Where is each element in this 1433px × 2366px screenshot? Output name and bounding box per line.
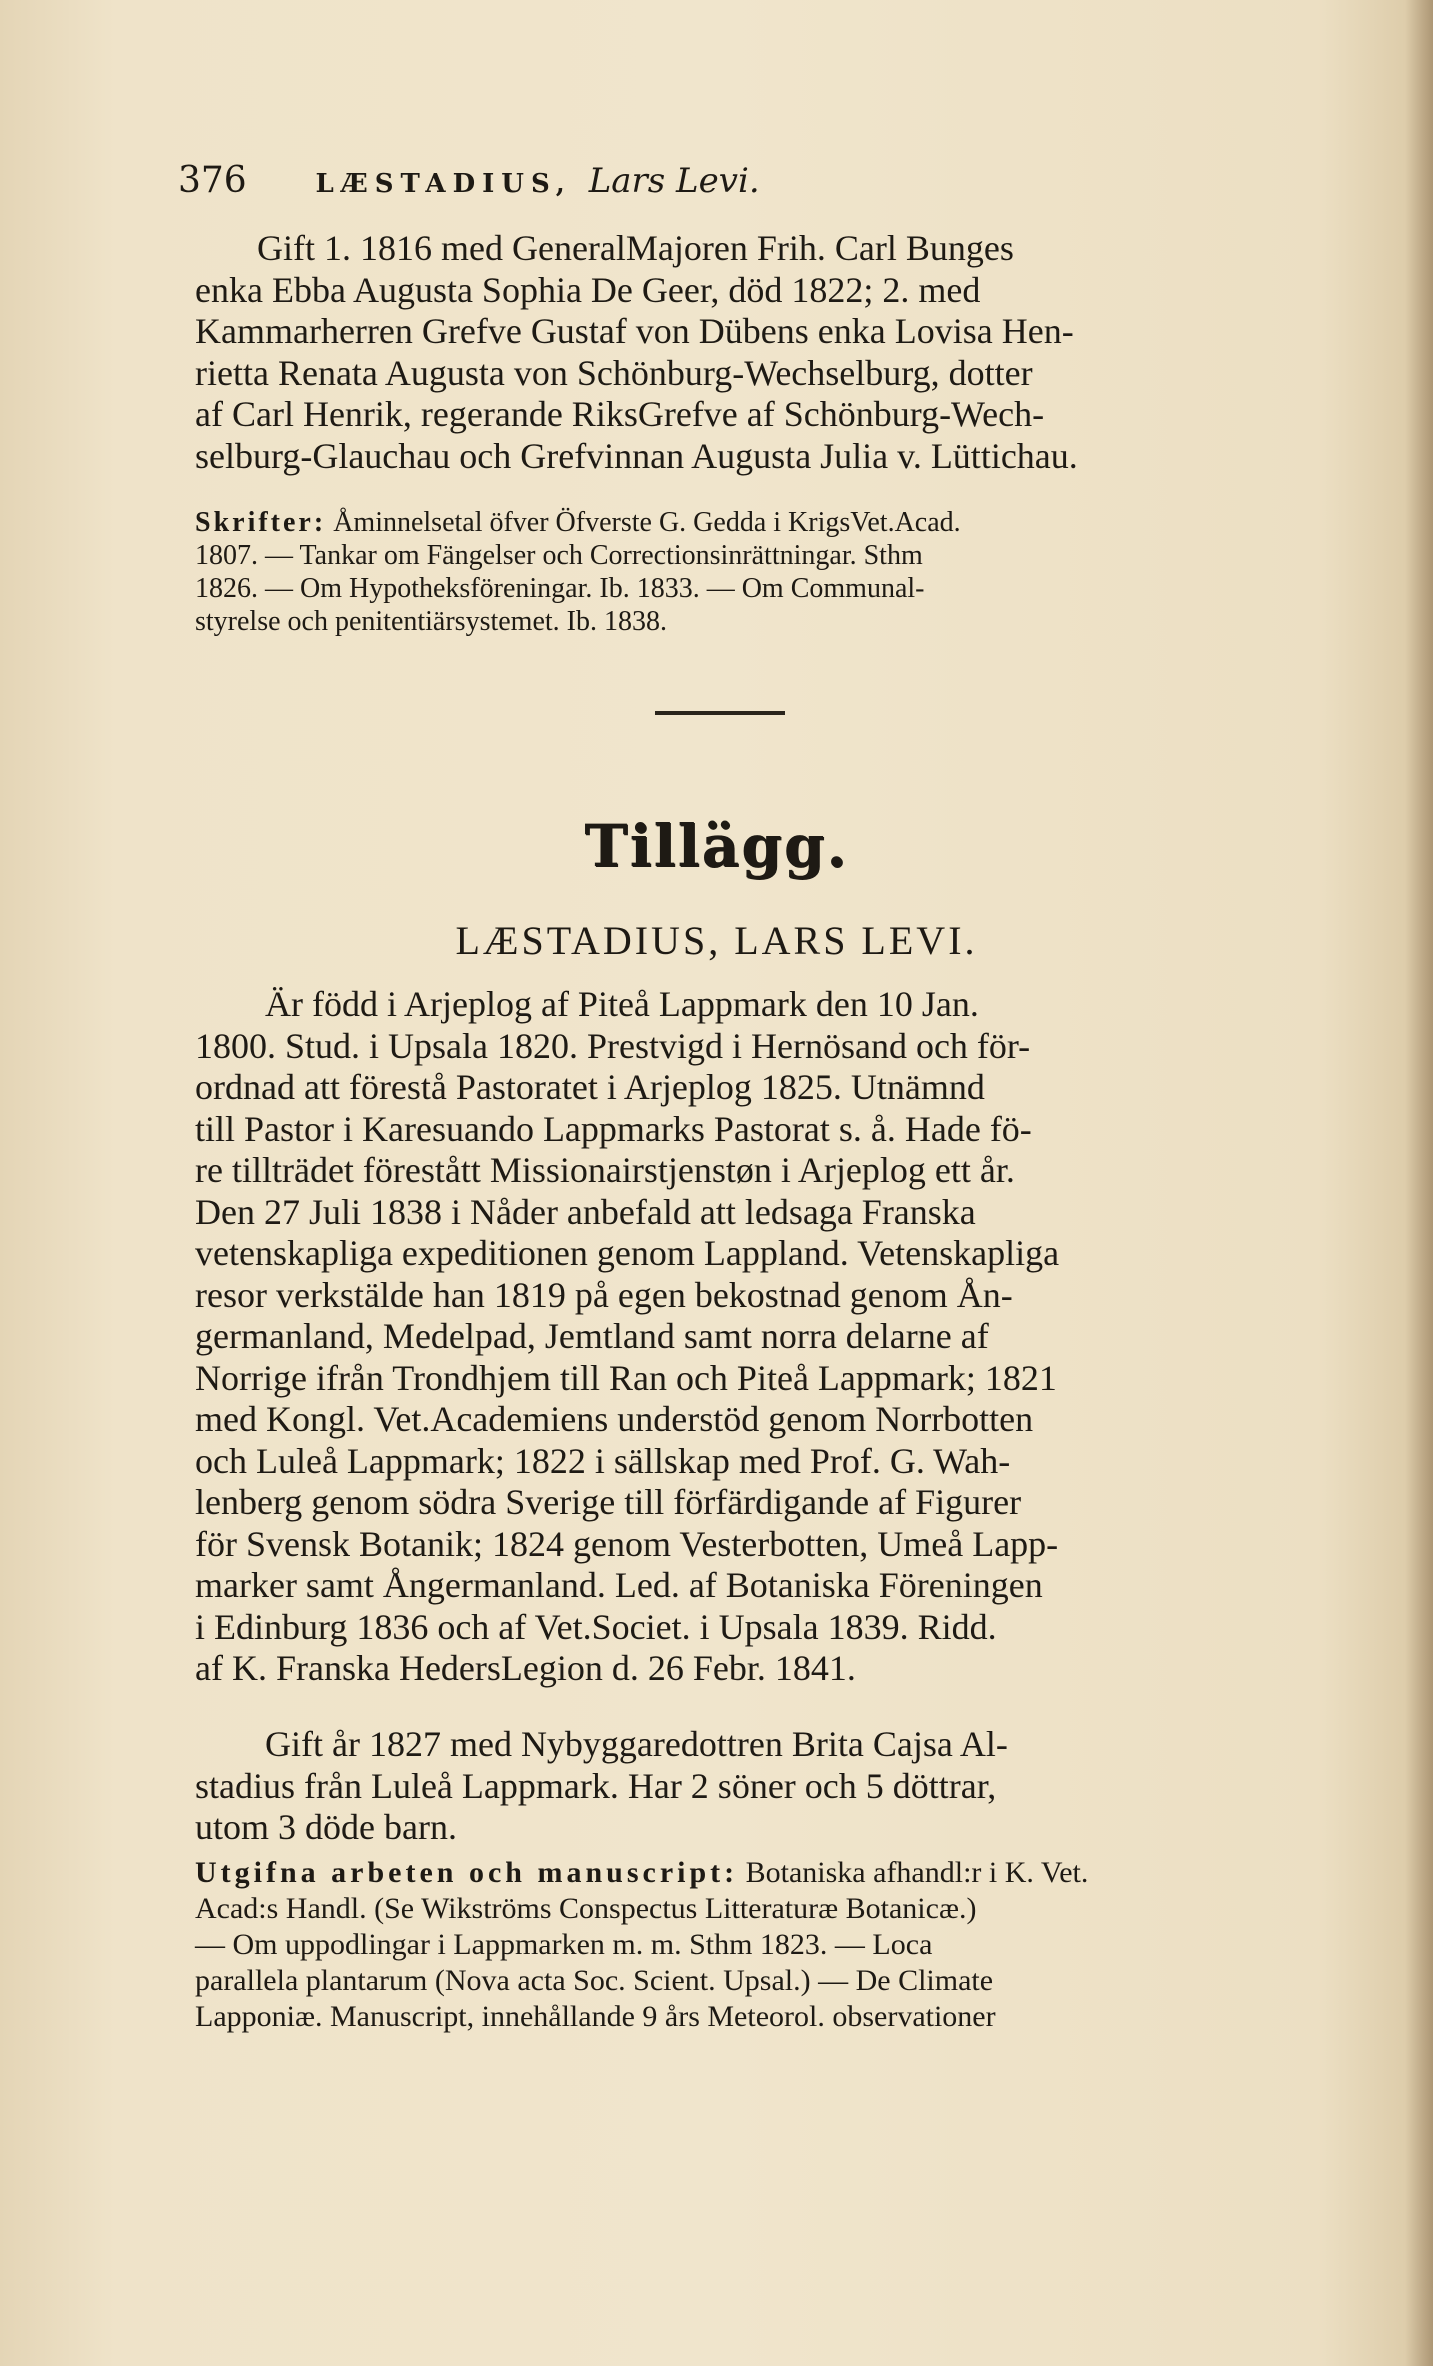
entry-title: LÆSTADIUS, LARS LEVI. — [455, 918, 978, 963]
writings-text: Åminnelsetal öfver Öfverste G. Gedda i KrigsVet.Acad. — [333, 507, 961, 538]
text-line: af K. Franska HedersLegion d. 26 Febr. 1841. — [195, 1648, 856, 1688]
text-line: germanland, Medelpad, Jemtland samt norra delarne af — [195, 1316, 989, 1356]
section-divider — [655, 711, 785, 715]
text-line: Den 27 Juli 1838 i Nåder anbefald att ledsaga Franska — [195, 1191, 976, 1232]
text-line: Kammarherren Grefve Gustaf von Dübens enka Lovisa Hen- — [195, 311, 1074, 351]
text-line: och Luleå Lappmark; 1822 i sällskap med Prof. G. Wah- — [195, 1440, 1011, 1481]
text-line: i Edinburg 1836 och af Vet.Societ. i Upsala 1839. Ridd. — [195, 1606, 997, 1647]
text-line: Norrige ifrån Trondhjem till Ran och Piteå Lappmark; 1821 — [195, 1357, 1057, 1398]
text-line: Acad:s Handl. (Se Wikströms Conspectus Litteraturæ Botanicæ.) — [195, 1892, 977, 1925]
text-line: Är född i Arjeplog af Piteå Lappmark den 10 Jan. — [265, 984, 979, 1024]
text-line: lenberg genom södra Sverige till förfärdigande af Figurer — [195, 1482, 1022, 1522]
text-line: Gift 1. 1816 med GeneralMajoren Frih. Carl Bunges — [257, 228, 1014, 268]
text-line: enka Ebba Augusta Sophia De Geer, död 1822; 2. med — [195, 269, 981, 310]
text-line: re tillträdet förestått Missionairstjenstøn i Arjeplog ett år. — [195, 1150, 1015, 1190]
text-line: med Kongl. Vet.Academiens understöd genom Norrbotten — [195, 1399, 1034, 1439]
published-works-text: Botaniska afhandl:r i K. Vet. — [745, 1856, 1089, 1889]
text-line: till Pastor i Karesuando Lappmarks Pastorat s. å. Hade fö- — [195, 1108, 1032, 1149]
published-works-label: Utgifna arbeten och manuscript: — [195, 1856, 739, 1889]
text-line: af Carl Henrik, regerande RiksGrefve af Schönburg-Wech- — [195, 394, 1045, 434]
text-line — [195, 506, 1285, 539]
header-surname: LÆSTADIUS, — [315, 169, 572, 199]
published-works-paragraph — [195, 1855, 1285, 2035]
text-line: stadius från Luleå Lappmark. Har 2 söner och 5 döttrar, — [195, 1765, 997, 1806]
page-number: 376 — [178, 160, 247, 201]
writings-paragraph — [195, 506, 1285, 638]
text-line: vetenskapliga expeditionen genom Lappland. Vetenskapliga — [195, 1233, 1060, 1273]
text-line: marker samt Ångermanland. Led. af Botaniska Föreningen — [195, 1565, 1043, 1605]
running-header — [178, 160, 1278, 201]
writings-label: Skrifter: — [195, 507, 327, 538]
text-line: rietta Renata Augusta von Schönburg-Wechselburg, dotter — [195, 352, 1033, 393]
text-line: ordnad att förestå Pastoratet i Arjeplog 1825. Utnämnd — [195, 1067, 985, 1107]
family-paragraph — [195, 1724, 1285, 1849]
supplement-heading: Tillägg. — [584, 812, 849, 880]
header-given-names: Lars Levi. — [588, 161, 760, 201]
text-line: parallela plantarum (Nova acta Soc. Scient. Upsal.) — De Climate — [195, 1964, 994, 1997]
text-line: 1800. Stud. i Upsala 1820. Prestvigd i Hernösand och för- — [195, 1025, 1031, 1066]
text-line: selburg-Glauchau och Grefvinnan Augusta Julia v. Lüttichau. — [195, 435, 1078, 476]
text-line: utom 3 döde barn. — [195, 1807, 457, 1847]
biography-paragraph — [195, 984, 1285, 1690]
text-line: styrelse och penitentiärsystemet. Ib. 1838. — [195, 606, 667, 637]
text-line: Gift år 1827 med Nybyggaredottren Brita Cajsa Al- — [265, 1724, 1008, 1764]
text-line: Lapponiæ. Manuscript, innehållande 9 års Meteorol. observationer — [195, 2000, 996, 2033]
text-line: resor verkstälde han 1819 på egen bekostnad genom Ån- — [195, 1274, 1013, 1315]
text-line: 1807. — Tankar om Fängelser och Correctionsinrättningar. Sthm — [195, 540, 923, 571]
text-line: — Om uppodlingar i Lappmarken m. m. Sthm 1823. — Loca — [195, 1928, 933, 1961]
page-edge-shadow — [1405, 0, 1433, 2366]
text-line: för Svensk Botanik; 1824 genom Vesterbotten, Umeå Lapp- — [195, 1523, 1059, 1564]
text-line — [195, 1855, 1285, 1891]
text-line: 1826. — Om Hypotheksföreningar. Ib. 1833. — Om Communal- — [195, 573, 925, 604]
marriage-paragraph — [195, 228, 1285, 477]
